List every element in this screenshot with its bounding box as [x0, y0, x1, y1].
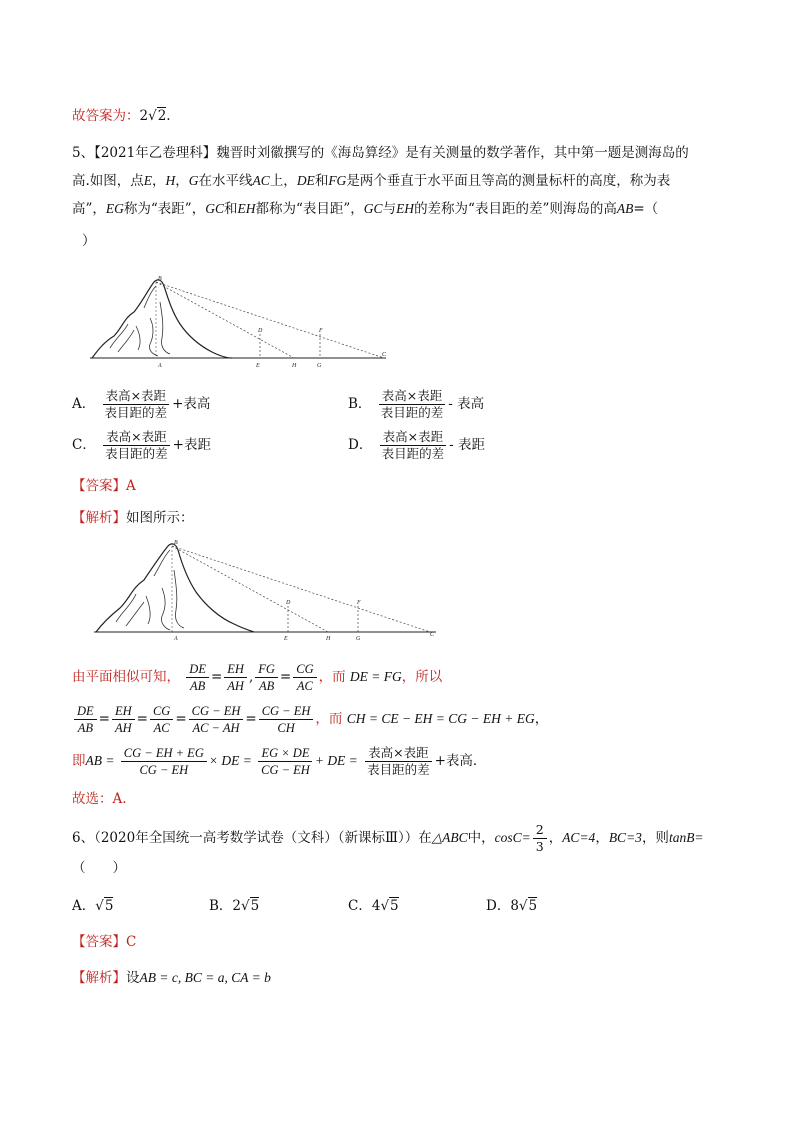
label-H: H	[292, 363, 297, 368]
solution-line-1: 由平面相似可知， $\frac{DE}{AB}$ = $\frac{EH}{AH}$ , $\frac{FG}{AB}$ = $\frac{CG}{AC}$ ，而 DE = FG，所以	[72, 662, 443, 693]
q6-analysis: 【解析】设AB = c, BC = a, CA = b	[72, 970, 271, 986]
q5-line-3: 高”，EG称为“表距”，GC和EH都称为“表目距”，GC与EH的差称为“表目距的差”则海岛的高AB=（	[72, 201, 659, 217]
label2-B: B	[174, 540, 178, 546]
q6-paren: （ ）	[72, 860, 126, 876]
solution-line-3: 即AB = $\frac{CG - EH + EG}{CG - EH}$ × DE = $\frac{EG \times DE}{CG - EH}$ + DE = $\frac{\text{表高×表距}}{\text{表目距的差}}$ +表高．	[72, 745, 487, 777]
q6-option-b[interactable]: B．2√5	[209, 898, 260, 914]
q5-close-paren: ）	[82, 233, 96, 249]
island-figure-2	[92, 536, 442, 640]
label-B: B	[158, 276, 162, 282]
label-F: F	[319, 328, 323, 334]
label2-F: F	[357, 600, 361, 606]
q5-option-a[interactable]: A． $\frac{\text{表高×表距}}{\text{表目距的差}}$ +表高	[72, 388, 211, 420]
q5-option-b[interactable]: B． $\frac{\text{表高×表距}}{\text{表目距的差}}$ - 表高	[348, 388, 485, 420]
label2-A: A	[174, 636, 178, 640]
label2-G: G	[356, 636, 361, 640]
prev-answer-line: 故答案为：2√2.	[72, 108, 171, 124]
label2-E: E	[284, 636, 288, 640]
prev-answer-coef: 2	[139, 108, 149, 124]
q5-source: 【2021年乙卷理科】	[94, 145, 217, 161]
q5-option-d[interactable]: D． $\frac{\text{表高×表距}}{\text{表目距的差}}$ - 表距	[348, 429, 485, 461]
label2-H: H	[326, 636, 331, 640]
q6-option-a[interactable]: A．√5	[72, 898, 114, 914]
q5-option-c[interactable]: C． $\frac{\text{表高×表距}}{\text{表目距的差}}$ +表距	[72, 429, 211, 461]
prev-answer-label: 故答案为：	[72, 108, 140, 124]
q6-option-c[interactable]: C．4√5	[348, 898, 399, 914]
label2-D: D	[286, 600, 291, 606]
label2-C: C	[430, 632, 435, 638]
q5-analysis: 【解析】如图所示：	[72, 510, 194, 526]
label-D: D	[258, 328, 263, 334]
label-G: G	[317, 363, 322, 368]
q5-line-2: 高.如图，点E，H，G在水平线AC上，DE和FG是两个垂直于水平面且等高的测量标杆的高度，称为表	[72, 173, 671, 189]
island-figure-1	[88, 272, 398, 368]
q6-source: （2020年全国统一高考数学试卷（文科）（新课标Ⅲ））	[94, 830, 419, 846]
q6-option-d[interactable]: D．8√5	[486, 898, 538, 914]
prev-answer-radicand: 2	[157, 108, 167, 124]
label-C: C	[382, 352, 387, 358]
solution-line-2: $\frac{DE}{AB}$ = $\frac{EH}{AH}$ = $\frac{CG}{AC}$ = $\frac{CG - EH}{AC - AH}$ = $\frac{CG - EH}{CH}$ ，而 CH = CE − EH = CG − EH + EG，	[72, 702, 730, 736]
q5-choose: 故选：A.	[72, 791, 127, 807]
q5-answer: 【答案】A	[72, 478, 136, 494]
q6-line-1: 6、（2020年全国统一高考数学试卷（文科）（新课标Ⅲ））在△ABC中，cosC= $\frac{2}{3}$ ，AC=4，BC=3，则tanB=	[72, 822, 704, 854]
label-A: A	[158, 363, 162, 368]
q6-answer: 【答案】C	[72, 934, 137, 950]
label-E: E	[256, 363, 260, 368]
q5-line-1: 5、【2021年乙卷理科】魏晋时刘徽撰写的《海岛算经》是有关测量的数学著作，其中第一题是测海岛的	[72, 145, 689, 161]
